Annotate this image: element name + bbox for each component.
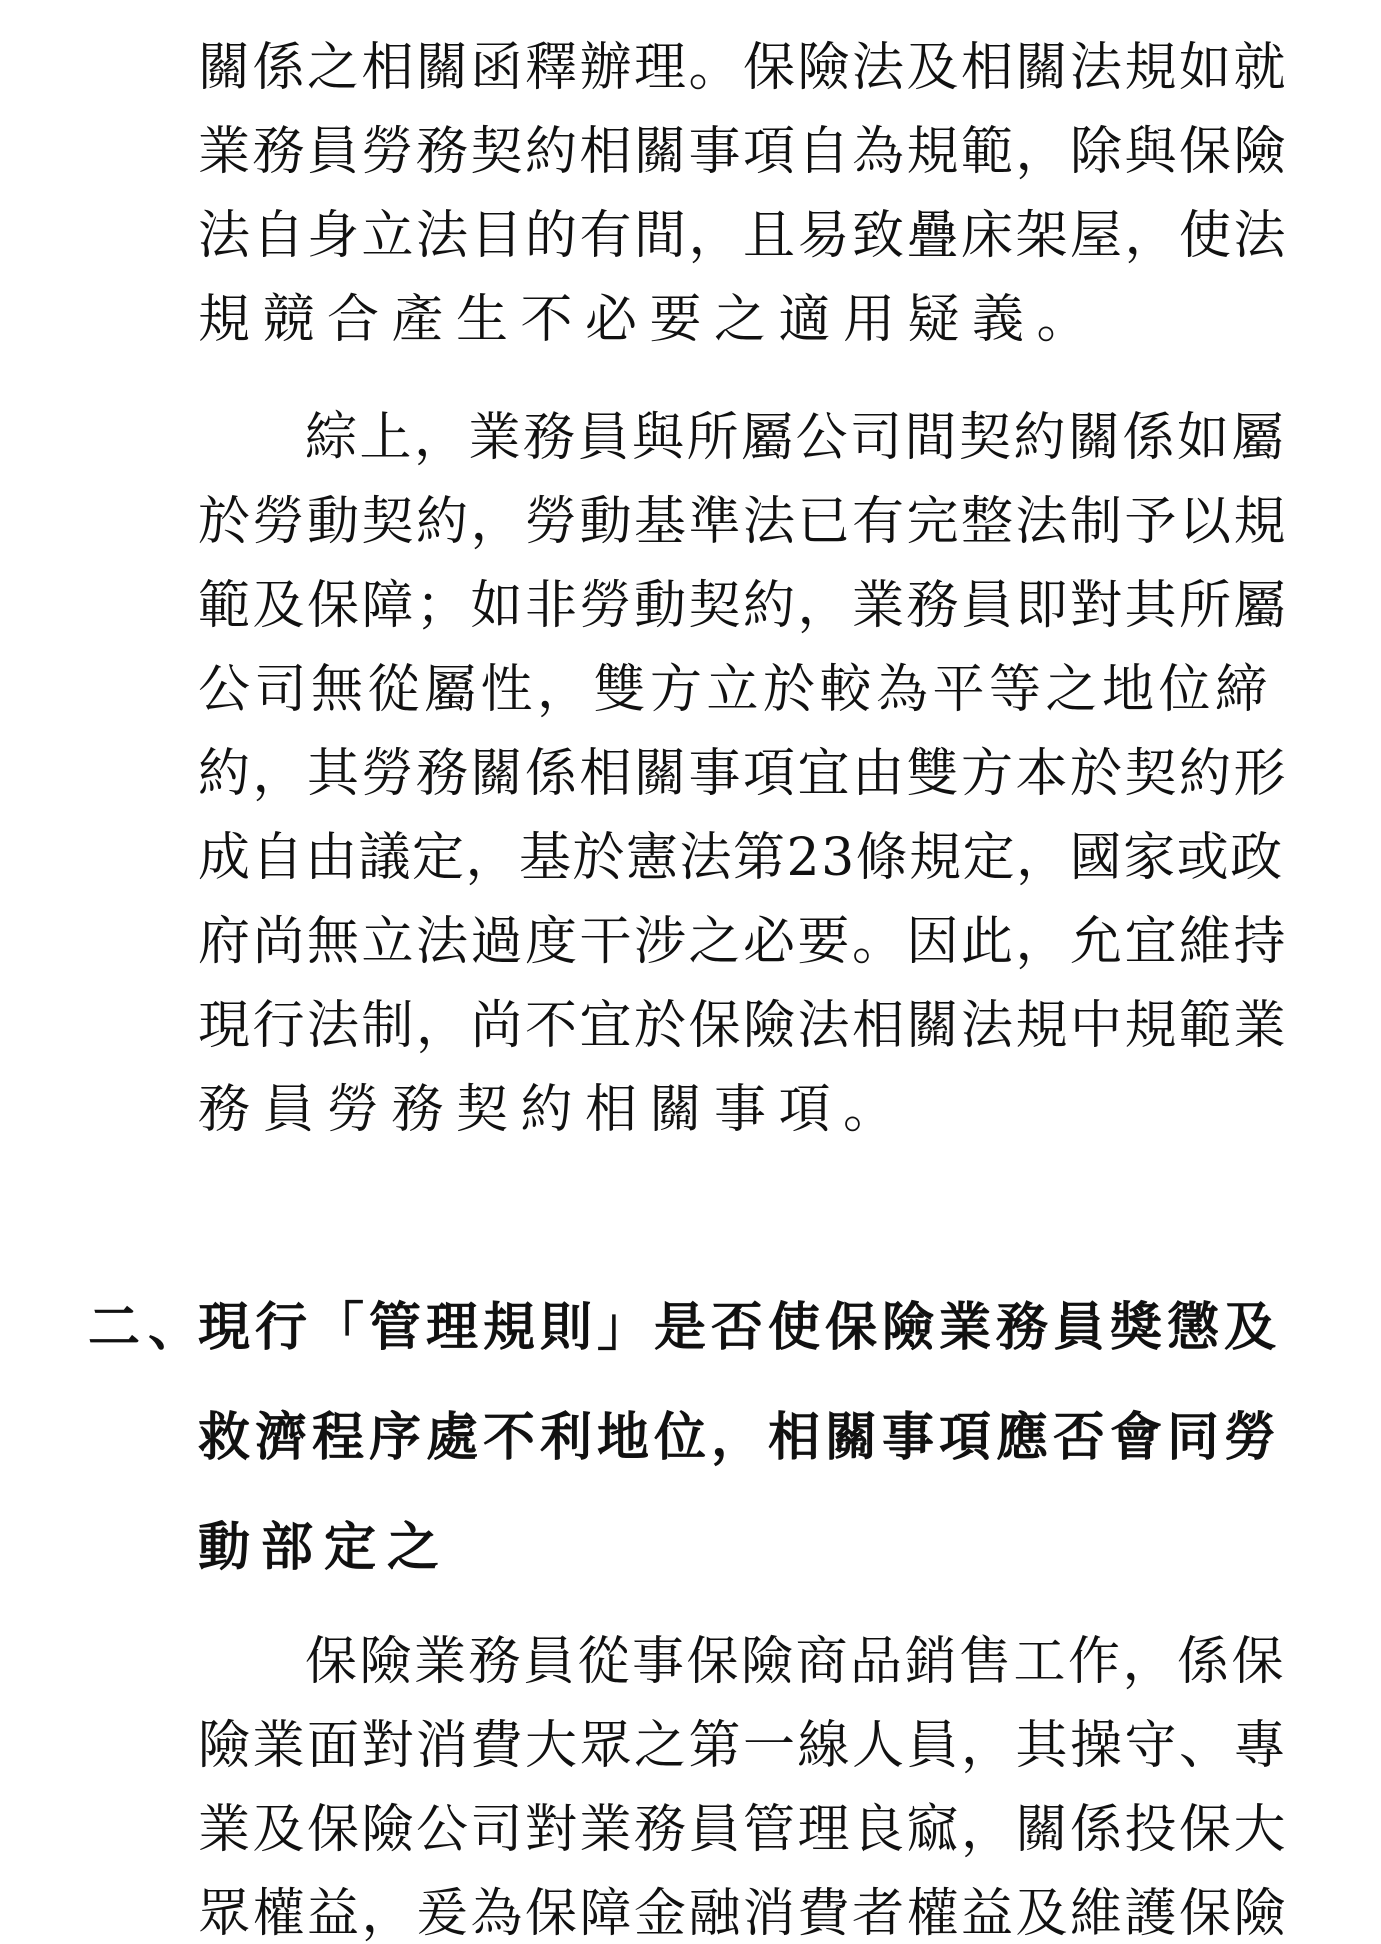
paragraph-2-line-2: 於勞動契約，勞動基準法已有完整法制予以規: [198, 492, 1289, 552]
paragraph-2-line-7: 府尚無立法過度干涉之必要。因此，允宜維持: [198, 912, 1289, 972]
paragraph-2-line-4: 公司無從屬性，雙方立於較為平等之地位締: [198, 660, 1272, 720]
paragraph-1-line-2: 業務員勞務契約相關事項自為規範，除與保險: [198, 122, 1289, 182]
paragraph-1-line-3: 法自身立法目的有間，且易致疊床架屋，使法: [198, 206, 1289, 266]
paragraph-2-line-9: 務員勞務契約相關事項。: [198, 1080, 908, 1140]
paragraph-3-line-3: 業及保險公司對業務員管理良窳，關係投保大: [198, 1800, 1289, 1860]
paragraph-1-line-4: 規競合產生不必要之適用疑義。: [198, 290, 1102, 350]
section-2-number: 二、: [88, 1298, 209, 1358]
paragraph-2-line-6: 成自由議定，基於憲法第23條規定，國家或政: [198, 828, 1284, 888]
paragraph-1-line-1: 關係之相關函釋辦理。保險法及相關法規如就: [198, 38, 1289, 98]
paragraph-2-line-1: 綜上，業務員與所屬公司間契約關係如屬: [305, 408, 1287, 468]
paragraph-2-line-8: 現行法制，尚不宜於保險法相關法規中規範業: [198, 996, 1289, 1056]
paragraph-2-line-3: 範及保障；如非勞動契約，業務員即對其所屬: [198, 576, 1289, 636]
section-2-heading-line-2: 救濟程序處不利地位，相關事項應否會同勞: [198, 1408, 1282, 1468]
paragraph-2-line-5: 約，其勞務關係相關事項宜由雙方本於契約形: [198, 744, 1289, 804]
paragraph-3-line-4: 眾權益，爰為保障金融消費者權益及維護保險: [198, 1884, 1289, 1944]
section-2-heading-line-1: 現行「管理規則」是否使保險業務員獎懲及: [198, 1298, 1282, 1358]
section-2-heading-line-3: 動部定之: [198, 1518, 451, 1578]
paragraph-3-line-1: 保險業務員從事保險商品銷售工作，係保: [305, 1632, 1287, 1692]
paragraph-3-line-2: 險業面對消費大眾之第一線人員，其操守、專: [198, 1716, 1289, 1776]
